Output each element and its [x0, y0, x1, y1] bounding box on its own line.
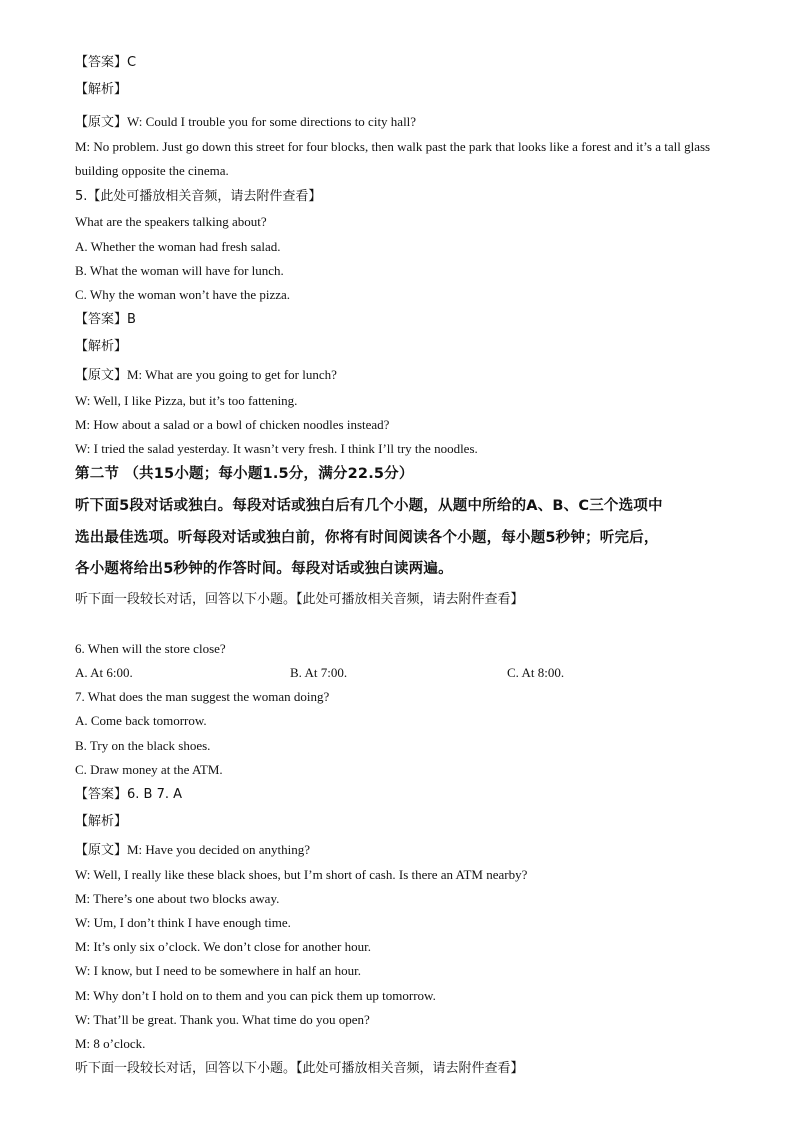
- answer-label: 【答案】C: [75, 55, 137, 70]
- option-a: A. Whether the woman had fresh salad.: [75, 239, 281, 254]
- answer-label: 【答案】B: [75, 312, 136, 327]
- transcript-line: W: Well, I really like these black shoes, but I’m short of cash. Is there an ATM nearby?: [75, 867, 528, 882]
- question-7: 7. What does the man suggest the woman doing?: [75, 689, 330, 704]
- transcript-line: 【原文】M: Have you decided on anything?: [75, 842, 311, 857]
- section-heading: 第二节 （共15小题；每小题1.5分，满分22.5分）: [75, 466, 414, 482]
- analysis-label: 【解析】: [75, 339, 128, 354]
- transcript-line: 【原文】M: What are you going to get for lunch?: [75, 367, 337, 382]
- option-b: B. Try on the black shoes.: [75, 738, 211, 753]
- analysis-label: 【解析】: [75, 814, 128, 829]
- option-c: C. Why the woman won’t have the pizza.: [75, 287, 291, 302]
- transcript-line: M: Why don’t I hold on to them and you can pick them up tomorrow.: [75, 988, 436, 1003]
- listening-prompt: 听下面一段较长对话，回答以下小题。【此处可播放相关音频，请去附件查看】: [75, 592, 524, 607]
- listening-prompt: 听下面一段较长对话，回答以下小题。【此处可播放相关音频，请去附件查看】: [75, 1061, 524, 1076]
- question-6: 6. When will the store close?: [75, 641, 226, 656]
- transcript-line: W: Um, I don’t think I have enough time.: [75, 915, 291, 930]
- transcript-line: 【原文】W: Could I trouble you for some directions to city hall?: [75, 114, 417, 129]
- option-a: A. At 6:00.: [75, 665, 133, 680]
- transcript-line: M: How about a salad or a bowl of chicken noodles instead?: [75, 417, 390, 432]
- option-b: B. What the woman will have for lunch.: [75, 263, 284, 278]
- answer-label: 【答案】6. B 7. A: [75, 787, 183, 802]
- analysis-label: 【解析】: [75, 82, 128, 97]
- option-c: C. At 8:00.: [507, 665, 565, 680]
- transcript-line: W: I tried the salad yesterday. It wasn’t very fresh. I think I’ll try the noodles.: [75, 441, 478, 456]
- transcript-line: M: 8 o’clock.: [75, 1036, 146, 1051]
- transcript-line: M: It’s only six o’clock. We don’t close for another hour.: [75, 939, 371, 954]
- option-c: C. Draw money at the ATM.: [75, 762, 223, 777]
- transcript-line: M: No problem. Just go down this street for four blocks, then walk past the park that looks like a forest and it’s a tall glass building opposite the cinema.: [75, 139, 711, 178]
- option-b: B. At 7:00.: [290, 665, 348, 680]
- question-stem: What are the speakers talking about?: [75, 214, 267, 229]
- transcript-line: W: I know, but I need to be somewhere in half an hour.: [75, 963, 362, 978]
- transcript-line: W: That’ll be great. Thank you. What time do you open?: [75, 1012, 370, 1027]
- question-heading: 5.【此处可播放相关音频，请去附件查看】: [75, 189, 322, 204]
- instructions-line: 选出最佳选项。听每段对话或独白前，你将有时间阅读各个小题，每小题5秒钟；听完后，: [75, 530, 659, 546]
- transcript-line: W: Well, I like Pizza, but it’s too fattening.: [75, 393, 298, 408]
- instructions-line: 听下面5段对话或独白。每段对话或独白后有几个小题，从题中所给的A、B、C三个选项中: [75, 498, 663, 514]
- option-a: A. Come back tomorrow.: [75, 713, 207, 728]
- transcript-line: M: There’s one about two blocks away.: [75, 891, 280, 906]
- instructions-line: 各小题将给出5秒钟的作答时间。每段对话或独白读两遍。: [75, 561, 453, 577]
